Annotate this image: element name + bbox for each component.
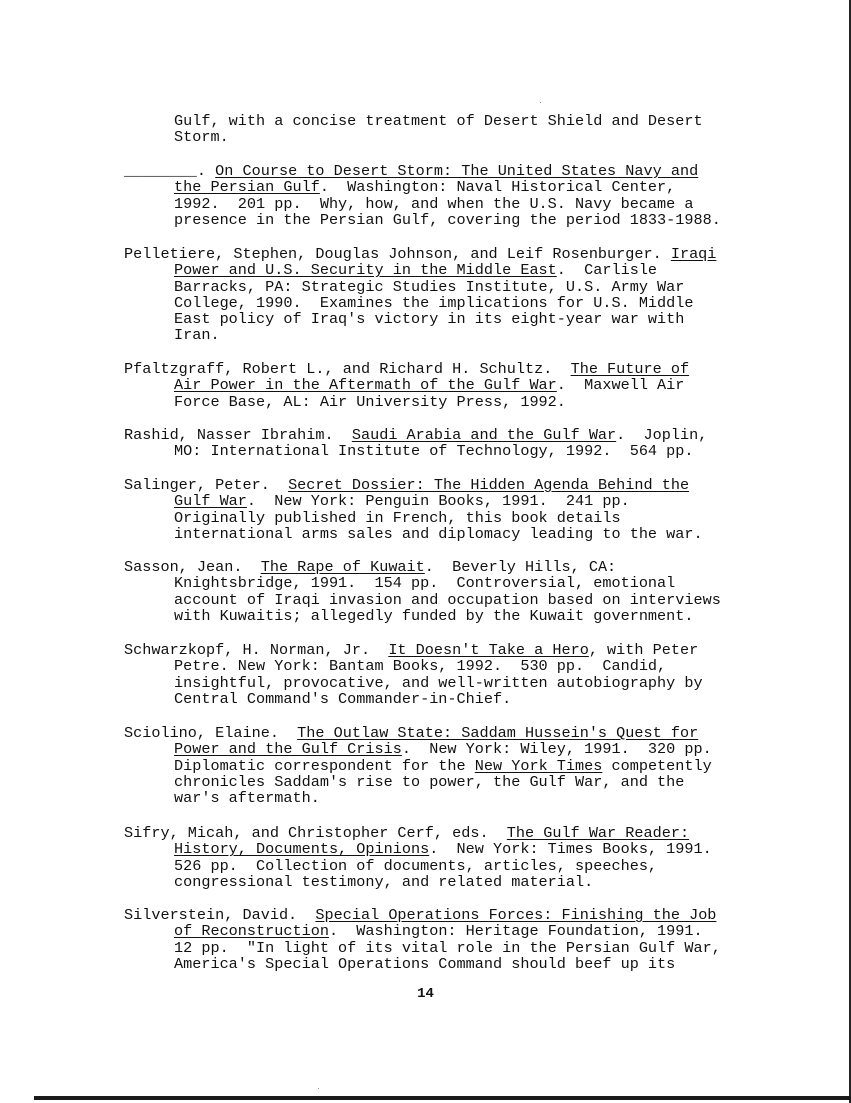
entry-text: Silverstein, David. Special Operations Forces: Finishing the Job of Reconstruction. Washington: Heritage Foundation, 1991. 12 pp. "In light of its vital role in the Persian Gulf War, America's Special Operations Command should beef up its <box>124 906 721 973</box>
title-underlined: It Doesn't Take a Hero <box>388 641 589 659</box>
title-underlined: New York Times <box>474 756 603 775</box>
author-dash: ________ <box>124 162 197 180</box>
entry-text: Sifry, Micah, and Christopher Cerf, eds. The Gulf War Reader: History, Documents, Opinions. New York: Times Books, 1991. 526 pp. Collection of documents, articles, speeches, congressional testimony, and related material. <box>124 824 712 891</box>
bib-entry <box>124 427 794 460</box>
title-underlined: Special Operations Forces: Finishing the Job of Reconstruction <box>174 906 717 941</box>
scan-speck <box>318 1088 319 1089</box>
title-underlined: The Rape of Kuwait <box>260 558 425 576</box>
entry-text: Rashid, Nasser Ibrahim. Saudi Arabia and the Gulf War. Joplin, MO: International Institute of Technology, 1992. 564 pp. <box>124 426 708 461</box>
bib-entry <box>124 825 794 890</box>
title-underlined: The Outlaw State: Saddam Hussein's Quest for Power and the Gulf Crisis <box>174 724 699 759</box>
bib-entry <box>124 246 794 344</box>
title-underlined: The Future of Air Power in the Aftermath of the Gulf War <box>174 360 690 395</box>
entry-text: Sciolino, Elaine. The Outlaw State: Saddam Hussein's Quest for Power and the Gulf Crisis. New York: Wiley, 1991. 320 pp. Diplomatic correspondent for the New York Times competently chronicles Saddam's rise to power, the Gulf War, and the war's aftermath. <box>124 724 712 808</box>
entry-text: Gulf, with a concise treatment of Desert Shield and Desert Storm. <box>174 112 703 147</box>
bib-entry <box>124 559 794 624</box>
bib-entry <box>124 477 794 542</box>
bib-entry <box>124 642 794 707</box>
entry-text: ________. On Course to Desert Storm: The United States Navy and the Persian Gulf. Washington: Naval Historical Center, 1992. 201 pp. Why, how, and when the U.S. Navy became a presence in the Persian Gulf, covering the period 1833-1988. <box>124 162 721 229</box>
entry-text: Sasson, Jean. The Rape of Kuwait. Beverly Hills, CA: Knightsbridge, 1991. 154 pp. Controversial, emotional account of Iraqi invasion and occupation based on interviews with Kuwaitis; allegedly funded by the Kuwait government. <box>124 558 721 625</box>
bib-entry <box>124 907 794 972</box>
bib-entry <box>124 163 794 228</box>
bib-entry <box>124 361 794 410</box>
bib-entry <box>124 725 794 806</box>
entry-text: Schwarzkopf, H. Norman, Jr. It Doesn't Take a Hero, with Peter Petre. New York: Bantam Books, 1992. 530 pp. Candid, insightful, provocative, and well-written autobiography by Central Command's Commander-in-Chief. <box>124 641 703 708</box>
title-underlined: Secret Dossier: The Hidden Agenda Behind the Gulf War <box>174 476 690 511</box>
entry-text: Pelletiere, Stephen, Douglas Johnson, and Leif Rosenburger. Iraqi Power and U.S. Security in the Middle East. Carlisle Barracks, PA: Strategic Studies Institute, U.S. Army War College, 1990. Examines the implications for U.S. Middle East policy of Iraq's victory in its eight-year war with Iran. <box>124 245 717 345</box>
title-underlined: The Gulf War Reader: History, Documents, Opinions <box>174 824 690 859</box>
page-number: 14 <box>417 986 434 1002</box>
title-underlined: On Course to Desert Storm: The United States Navy and the Persian Gulf <box>174 162 699 197</box>
bib-entry-continuation <box>124 113 794 146</box>
entry-text: Salinger, Peter. Secret Dossier: The Hidden Agenda Behind the Gulf War. New York: Penguin Books, 1991. 241 pp. Originally published in French, this book details international arms sales and diplomacy leading to the war. <box>124 476 703 543</box>
scan-bottom-bar <box>34 1096 851 1100</box>
entry-text: Pfaltzgraff, Robert L., and Richard H. Schultz. The Future of Air Power in the Aftermath of the Gulf War. Maxwell Air Force Base, AL: Air University Press, 1992. <box>124 360 690 411</box>
title-underlined: Iraqi Power and U.S. Security in the Middle East <box>174 245 717 280</box>
scan-speck <box>540 102 541 103</box>
title-underlined: Saudi Arabia and the Gulf War <box>351 426 617 444</box>
